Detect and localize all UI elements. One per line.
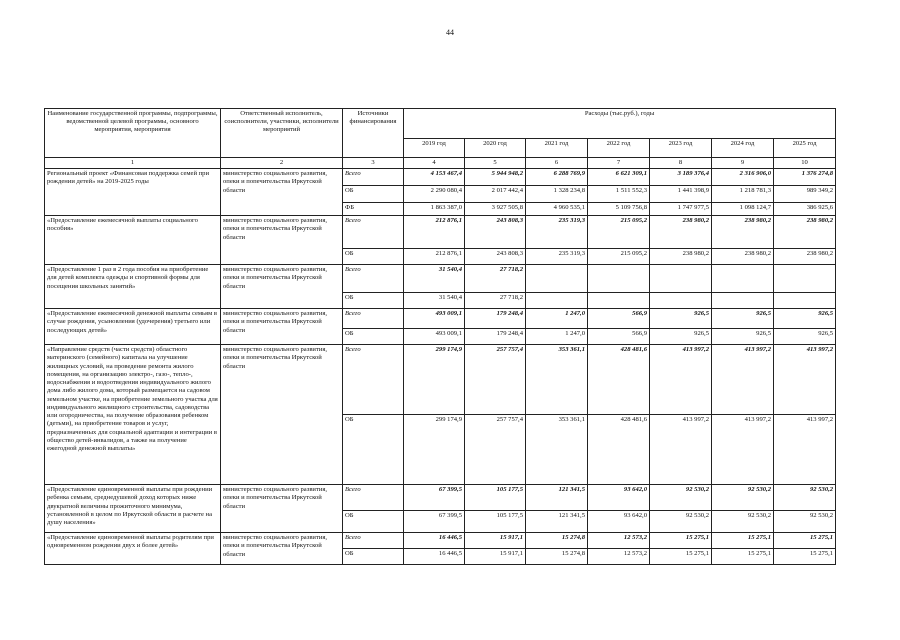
expense-value: 121 341,5: [526, 511, 588, 533]
expense-value: 15 275,1: [774, 549, 836, 565]
executor: министерство социального развития, опеки и попечительства Иркутской области: [221, 265, 343, 309]
expense-value: 6 621 309,1: [588, 169, 650, 186]
header-name: Наименование государственной программы, подпрограммы, ведомственной целевой программы, основного мероприятия, мероприятия: [45, 109, 221, 158]
expense-value: 15 917,1: [465, 533, 526, 549]
expense-value: 4 153 467,4: [404, 169, 465, 186]
expense-value: 16 446,5: [404, 549, 465, 565]
expense-value: 15 275,1: [712, 549, 774, 565]
expense-value: 15 274,8: [526, 533, 588, 549]
table-row: [45, 169, 836, 186]
expense-value: 926,5: [712, 329, 774, 345]
executor: министерство социального развития, опеки и попечительства Иркутской области: [221, 169, 343, 216]
column-number: 5: [465, 158, 526, 169]
expense-value: 15 275,1: [774, 533, 836, 549]
expense-value: 93 642,0: [588, 485, 650, 511]
expense-value: 179 248,4: [465, 329, 526, 345]
expense-value: 238 980,2: [712, 216, 774, 249]
activity-name: «Предоставление 1 раз в 2 года пособия на приобретение для детей комплекта одежды и спортивной формы для посещения школьных занятий»: [45, 265, 221, 309]
funding-source: ОБ: [343, 329, 404, 345]
column-number: 7: [588, 158, 650, 169]
expense-value: [588, 265, 650, 293]
budget-table: [44, 108, 836, 565]
expense-value: [526, 293, 588, 309]
funding-source: ОБ: [343, 186, 404, 203]
table-row: [45, 216, 836, 249]
expense-value: 1 511 552,3: [588, 186, 650, 203]
expense-value: 428 481,6: [588, 345, 650, 415]
expense-value: [774, 265, 836, 293]
expense-value: 31 540,4: [404, 265, 465, 293]
header-year: 2020 год: [465, 139, 526, 158]
funding-source: ОБ: [343, 249, 404, 265]
expense-value: 299 174,9: [404, 345, 465, 415]
expense-value: 413 997,2: [774, 345, 836, 415]
expense-value: 413 997,2: [774, 415, 836, 485]
expense-value: 1 376 274,8: [774, 169, 836, 186]
header-year: 2023 год: [650, 139, 712, 158]
expense-value: 413 997,2: [650, 415, 712, 485]
expense-value: 15 274,8: [526, 549, 588, 565]
expense-value: 926,5: [712, 309, 774, 329]
executor: министерство социального развития, опеки и попечительства Иркутской области: [221, 533, 343, 565]
expense-value: [774, 293, 836, 309]
expense-value: 926,5: [774, 329, 836, 345]
table-row: [45, 485, 836, 511]
expense-value: 2 017 442,4: [465, 186, 526, 203]
expense-value: 15 275,1: [712, 533, 774, 549]
funding-source: Всего: [343, 216, 404, 249]
column-number: 3: [343, 158, 404, 169]
column-number: 2: [221, 158, 343, 169]
expense-value: 121 341,5: [526, 485, 588, 511]
expense-value: 235 319,3: [526, 216, 588, 249]
funding-source: Всего: [343, 533, 404, 549]
funding-source: Всего: [343, 309, 404, 329]
expense-value: 257 757,4: [465, 345, 526, 415]
table-row: [45, 533, 836, 549]
expense-value: 212 876,1: [404, 216, 465, 249]
expense-value: 12 573,2: [588, 549, 650, 565]
header-source: Источники финансирования: [343, 109, 404, 158]
expense-value: 493 009,1: [404, 309, 465, 329]
expense-value: 31 540,4: [404, 293, 465, 309]
expense-value: 243 808,3: [465, 216, 526, 249]
activity-name: «Предоставление ежемесячной выплаты социального пособия»: [45, 216, 221, 265]
column-number: 10: [774, 158, 836, 169]
executor: министерство социального развития, опеки и попечительства Иркутской области: [221, 345, 343, 485]
header-year: 2022 год: [588, 139, 650, 158]
expense-value: 926,5: [774, 309, 836, 329]
funding-source: ОБ: [343, 293, 404, 309]
activity-name: Региональный проект «Финансовая поддержка семей при рождении детей» на 2019-2025 годы: [45, 169, 221, 216]
expense-value: 2 316 906,0: [712, 169, 774, 186]
expense-value: 566,9: [588, 329, 650, 345]
expense-value: 238 980,2: [774, 216, 836, 249]
header-year: 2024 год: [712, 139, 774, 158]
funding-source: Всего: [343, 265, 404, 293]
expense-value: 926,5: [650, 329, 712, 345]
expense-value: 5 944 948,2: [465, 169, 526, 186]
expense-value: 413 997,2: [712, 415, 774, 485]
expense-value: 1 328 234,8: [526, 186, 588, 203]
column-number: 6: [526, 158, 588, 169]
funding-source: ФБ: [343, 203, 404, 216]
expense-value: 989 349,2: [774, 186, 836, 203]
expense-value: 299 174,9: [404, 415, 465, 485]
expense-value: 1 247,0: [526, 329, 588, 345]
expense-value: 1 747 977,5: [650, 203, 712, 216]
funding-source: ОБ: [343, 511, 404, 533]
page-number: 44: [446, 28, 454, 37]
executor: министерство социального развития, опеки и попечительства Иркутской области: [221, 309, 343, 345]
table-row: [45, 345, 836, 415]
expense-value: [712, 293, 774, 309]
expense-value: 27 718,2: [465, 265, 526, 293]
table-row: [45, 309, 836, 329]
expense-value: 92 530,2: [774, 485, 836, 511]
funding-source: Всего: [343, 345, 404, 415]
expense-value: 235 319,3: [526, 249, 588, 265]
expense-value: 566,9: [588, 309, 650, 329]
funding-source: Всего: [343, 169, 404, 186]
expense-value: 386 925,6: [774, 203, 836, 216]
expense-value: 238 980,2: [774, 249, 836, 265]
expense-value: 353 361,1: [526, 345, 588, 415]
activity-name: «Направление средств (части средств) областного материнского (семейного) капитала на улучшение жилищных условий, на проведение ремонта жилого помещения, на организацию электро-, газо-, тепло-, водоснабжения и водоотведения индивидуального жилого дома либо жилого дома, который размещается на садовом земельном участке, на приобретение земельного участка для индивидуального жилищного строительства, садоводства или огородничества, на получение образования ребенком (детьми), на приобретение товаров и услуг, предназначенных для социальной адаптации и интеграции в общество детей-инвалидов, а также на получение ежегодной денежной выплаты»: [45, 345, 221, 485]
expense-value: 93 642,0: [588, 511, 650, 533]
executor: министерство социального развития, опеки и попечительства Иркутской области: [221, 485, 343, 533]
expense-value: 12 573,2: [588, 533, 650, 549]
expense-value: 92 530,2: [712, 511, 774, 533]
expense-value: 238 980,2: [650, 216, 712, 249]
activity-name: «Предоставление ежемесячной денежной выплаты семьям в случае рождения, усыновления (удочерения) третьего или последующих детей»: [45, 309, 221, 345]
expense-value: 92 530,2: [650, 511, 712, 533]
funding-source: ОБ: [343, 549, 404, 565]
expense-value: [650, 265, 712, 293]
expense-value: 92 530,2: [712, 485, 774, 511]
funding-source: Всего: [343, 485, 404, 511]
table-header: [45, 109, 836, 169]
header-year: 2025 год: [774, 139, 836, 158]
expense-value: 413 997,2: [650, 345, 712, 415]
expense-value: [650, 293, 712, 309]
expense-value: 428 481,6: [588, 415, 650, 485]
expense-value: 3 927 505,8: [465, 203, 526, 216]
header-year: 2019 год: [404, 139, 465, 158]
funding-source: ОБ: [343, 415, 404, 485]
activity-name: «Предоставление единовременной выплаты родителям при одновременном рождении двух и более детей»: [45, 533, 221, 565]
expense-value: 1 247,0: [526, 309, 588, 329]
expense-value: 353 361,1: [526, 415, 588, 485]
expense-value: 238 980,2: [650, 249, 712, 265]
header-executor: Ответственный исполнитель, соисполнители, участники, исполнители мероприятий: [221, 109, 343, 158]
expense-value: 215 095,2: [588, 249, 650, 265]
expense-value: 1 098 124,7: [712, 203, 774, 216]
expense-value: 15 275,1: [650, 533, 712, 549]
expense-value: 67 399,5: [404, 485, 465, 511]
expense-value: 4 960 535,1: [526, 203, 588, 216]
expense-value: 1 441 398,9: [650, 186, 712, 203]
expense-value: 179 248,4: [465, 309, 526, 329]
expense-value: 2 290 080,4: [404, 186, 465, 203]
expense-value: [588, 293, 650, 309]
column-number: 1: [45, 158, 221, 169]
expense-value: 6 288 769,9: [526, 169, 588, 186]
expense-value: 1 863 387,0: [404, 203, 465, 216]
expense-value: 3 189 376,4: [650, 169, 712, 186]
expense-value: 413 997,2: [712, 345, 774, 415]
expense-value: 92 530,2: [650, 485, 712, 511]
expense-value: 238 980,2: [712, 249, 774, 265]
expense-value: 15 917,1: [465, 549, 526, 565]
expense-value: 16 446,5: [404, 533, 465, 549]
activity-name: «Предоставление единовременной выплаты при рождении ребенка семьям, среднедушевой доход которых ниже двукратной величины прожиточного минимума, установленной в целом по Иркутской области в расчете на душу населения»: [45, 485, 221, 533]
executor: министерство социального развития, опеки и попечительства Иркутской области: [221, 216, 343, 265]
expense-value: 1 218 781,3: [712, 186, 774, 203]
expense-value: 27 718,2: [465, 293, 526, 309]
expense-value: 215 095,2: [588, 216, 650, 249]
header-year: 2021 год: [526, 139, 588, 158]
column-number: 4: [404, 158, 465, 169]
expense-value: 257 757,4: [465, 415, 526, 485]
expense-value: 212 876,1: [404, 249, 465, 265]
table-row: [45, 265, 836, 293]
expense-value: 105 177,5: [465, 485, 526, 511]
expense-value: 105 177,5: [465, 511, 526, 533]
expense-value: [712, 265, 774, 293]
expense-value: 15 275,1: [650, 549, 712, 565]
expense-value: 92 530,2: [774, 511, 836, 533]
column-number: 9: [712, 158, 774, 169]
table-body: [45, 169, 836, 565]
expense-value: [526, 265, 588, 293]
expense-value: 243 808,3: [465, 249, 526, 265]
column-number: 8: [650, 158, 712, 169]
expense-value: 926,5: [650, 309, 712, 329]
header-expenses: Расходы (тыс.руб.), годы: [404, 109, 836, 139]
expense-value: 5 109 756,8: [588, 203, 650, 216]
expense-value: 67 399,5: [404, 511, 465, 533]
expense-value: 493 009,1: [404, 329, 465, 345]
